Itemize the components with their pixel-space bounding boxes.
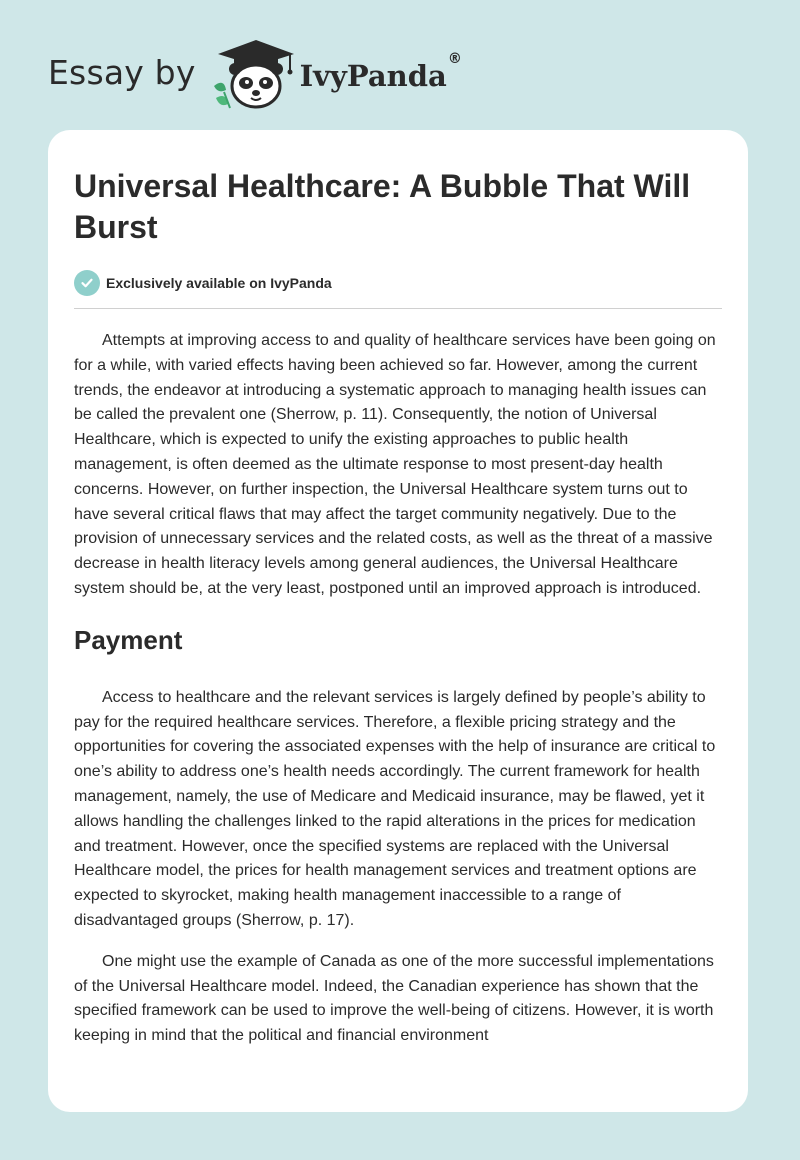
brand-prefix: Essay by — [48, 52, 196, 92]
intro-paragraph: Attempts at improving access to and quality of healthcare services have been going on for a while, with varied effects having been achieved so far. However, among the current trends, the endeavor at introducing a systematic approach to managing health issues can be called the prevalent one (Sherrow, p. 11). Consequently, the notion of Universal Healthcare, which is expected to unify the existing approaches to public health management, is often deemed as the ultimate response to most present-day health concerns. However, on further inspection, the Universal Healthcare system turns out to have several critical flaws that may affect the target community negatively. Due to the provision of unnecessary services and the related costs, as well as the threat of a massive decrease in health literacy levels among general audiences, the Universal Healthcare system should be, at the very least, postponed until an improved approach is introduced. — [74, 332, 716, 597]
article-title: Universal Healthcare: A Bubble That Will Burst — [74, 168, 691, 245]
payment-paragraph-2: One might use the example of Canada as one of the more successful implementations of the Universal Healthcare model. Indeed, the Canadian experience has shown that the specified framework can be used to improve the well-being of citizens. However, it is worth keeping in mind that the political and financial environment — [74, 952, 714, 1045]
exclusive-badge — [74, 270, 722, 296]
article-card — [48, 130, 748, 1112]
exclusive-badge-text: Exclusively available on IvyPanda — [106, 275, 332, 291]
panda-graduation-cap-icon[interactable] — [206, 36, 298, 112]
brand-name-text: IvyPanda — [299, 58, 447, 93]
site-header — [48, 36, 462, 112]
brand-name[interactable] — [299, 50, 462, 93]
section-heading-payment: Payment — [74, 624, 183, 655]
registered-mark: ® — [447, 50, 462, 67]
check-circle-icon — [74, 270, 100, 296]
divider — [74, 308, 722, 309]
payment-paragraph-1: Access to healthcare and the relevant services is largely defined by people’s ability to pay for the required healthcare services. Therefore, a flexible pricing strategy and the opportunities for covering the associated expenses with the help of insurance are critical to one’s ability to address one’s health needs accordingly. The current framework for health management, namely, the use of Medicare and Medicaid insurance, may be flawed, yet it allows handling the challenges linked to the rapid alterations in the prices for medication and treatment. However, once the specified systems are replaced with the Universal Healthcare model, the prices for health management services and treatment options are expected to skyrocket, making health management inaccessible to a range of disadvantaged groups (Sherrow, p. 17). — [74, 688, 716, 929]
